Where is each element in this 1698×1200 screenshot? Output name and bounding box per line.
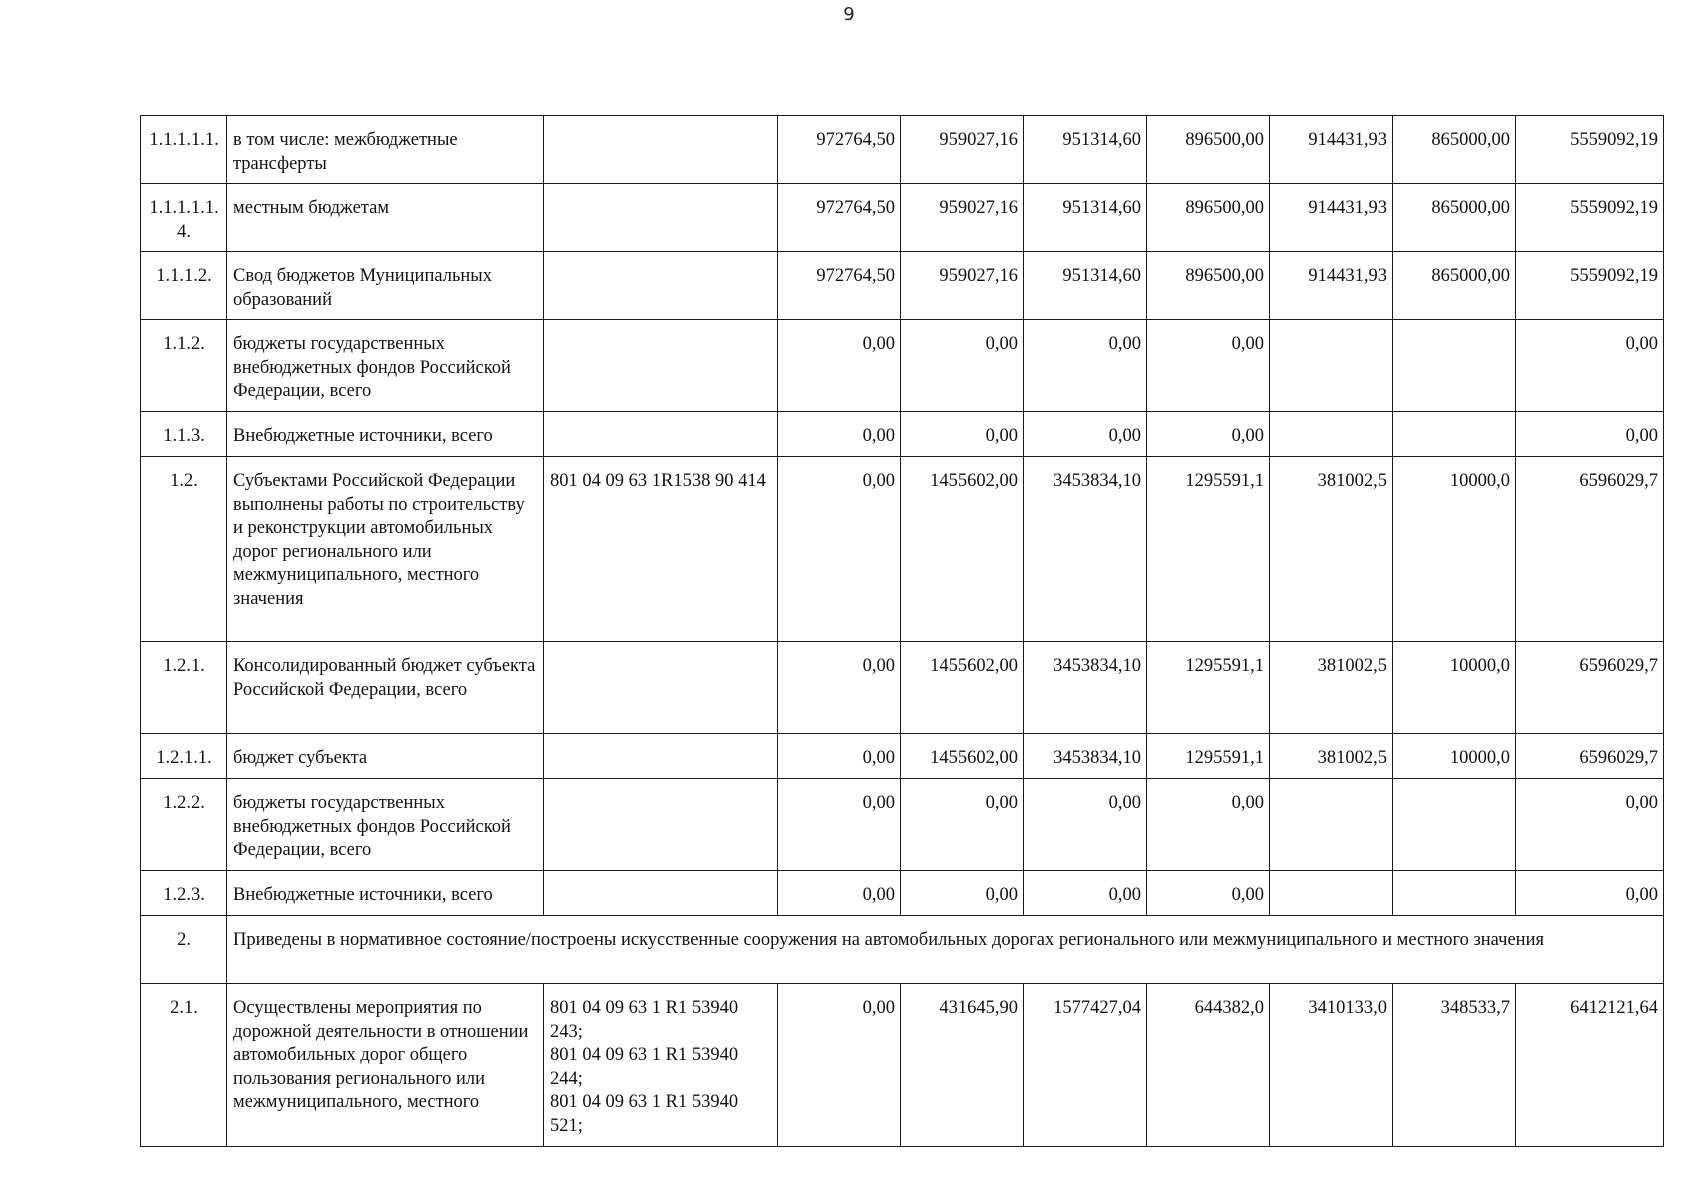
value-cell: 3453834,10 bbox=[1024, 734, 1147, 779]
section-title: Приведены в нормативное состояние/построены искусственные сооружения на автомобильных дорогах регионального или межмуниципального и местного значения bbox=[227, 916, 1664, 984]
table-row bbox=[141, 779, 1664, 871]
value-cell: 3453834,10 bbox=[1024, 457, 1147, 642]
total-cell: 0,00 bbox=[1516, 779, 1664, 871]
row-name: Консолидированный бюджет субъекта Российской Федерации, всего bbox=[227, 642, 544, 734]
row-name: Внебюджетные источники, всего bbox=[227, 871, 544, 916]
row-code: 1.2.2. bbox=[141, 779, 227, 871]
value-cell: 914431,93 bbox=[1270, 116, 1393, 184]
section-code: 2. bbox=[141, 916, 227, 984]
table-row bbox=[141, 184, 1664, 252]
total-cell: 6596029,7 bbox=[1516, 734, 1664, 779]
value-cell: 0,00 bbox=[901, 871, 1024, 916]
value-cell: 3453834,10 bbox=[1024, 642, 1147, 734]
value-cell: 0,00 bbox=[1024, 412, 1147, 457]
value-cell: 10000,0 bbox=[1393, 642, 1516, 734]
table-row bbox=[141, 984, 1664, 1147]
row-name: Свод бюджетов Муниципальных образований bbox=[227, 252, 544, 320]
row-code: 1.1.1.2. bbox=[141, 252, 227, 320]
value-cell: 914431,93 bbox=[1270, 252, 1393, 320]
row-code: 1.1.2. bbox=[141, 320, 227, 412]
value-cell: 0,00 bbox=[1024, 779, 1147, 871]
value-cell: 0,00 bbox=[778, 779, 901, 871]
row-name: Осуществлены мероприятия по дорожной деятельности в отношении автомобильных дорог общего пользования регионального или межмуниципального, местного bbox=[227, 984, 544, 1147]
table-row bbox=[141, 320, 1664, 412]
value-cell: 431645,90 bbox=[901, 984, 1024, 1147]
value-cell: 348533,7 bbox=[1393, 984, 1516, 1147]
value-cell: 0,00 bbox=[1147, 412, 1270, 457]
row-kbk bbox=[544, 734, 778, 779]
kbk-line: 801 04 09 63 1 R1 53940 244; bbox=[550, 1045, 739, 1089]
value-cell: 1455602,00 bbox=[901, 457, 1024, 642]
value-cell: 0,00 bbox=[1024, 871, 1147, 916]
value-cell: 0,00 bbox=[901, 779, 1024, 871]
value-cell: 0,00 bbox=[1024, 320, 1147, 412]
value-cell: 10000,0 bbox=[1393, 457, 1516, 642]
row-kbk bbox=[544, 252, 778, 320]
value-cell: 865000,00 bbox=[1393, 184, 1516, 252]
value-cell: 865000,00 bbox=[1393, 252, 1516, 320]
value-cell: 896500,00 bbox=[1147, 116, 1270, 184]
value-cell: 951314,60 bbox=[1024, 116, 1147, 184]
value-cell: 1295591,1 bbox=[1147, 457, 1270, 642]
value-cell: 0,00 bbox=[778, 642, 901, 734]
table-row bbox=[141, 734, 1664, 779]
row-kbk bbox=[544, 116, 778, 184]
value-cell: 1295591,1 bbox=[1147, 642, 1270, 734]
value-cell: 0,00 bbox=[778, 871, 901, 916]
table-row bbox=[141, 412, 1664, 457]
row-code: 1.2.1. bbox=[141, 642, 227, 734]
row-name: Внебюджетные источники, всего bbox=[227, 412, 544, 457]
value-cell: 0,00 bbox=[778, 734, 901, 779]
value-cell: 951314,60 bbox=[1024, 184, 1147, 252]
value-cell bbox=[1393, 412, 1516, 457]
table-row bbox=[141, 871, 1664, 916]
row-kbk bbox=[544, 642, 778, 734]
total-cell: 5559092,19 bbox=[1516, 252, 1664, 320]
value-cell: 959027,16 bbox=[901, 116, 1024, 184]
table-row bbox=[141, 252, 1664, 320]
row-kbk bbox=[544, 984, 778, 1147]
total-cell: 5559092,19 bbox=[1516, 184, 1664, 252]
value-cell: 1577427,04 bbox=[1024, 984, 1147, 1147]
value-cell: 0,00 bbox=[778, 412, 901, 457]
value-cell: 644382,0 bbox=[1147, 984, 1270, 1147]
row-name: бюджет субъекта bbox=[227, 734, 544, 779]
row-kbk: 801 04 09 63 1R1538 90 414 bbox=[544, 457, 778, 642]
table-row bbox=[141, 116, 1664, 184]
value-cell bbox=[1270, 320, 1393, 412]
value-cell: 0,00 bbox=[778, 457, 901, 642]
value-cell: 0,00 bbox=[1147, 320, 1270, 412]
value-cell: 3410133,0 bbox=[1270, 984, 1393, 1147]
value-cell: 972764,50 bbox=[778, 252, 901, 320]
value-cell: 381002,5 bbox=[1270, 457, 1393, 642]
row-code: 1.1.3. bbox=[141, 412, 227, 457]
value-cell: 0,00 bbox=[1147, 779, 1270, 871]
value-cell: 896500,00 bbox=[1147, 252, 1270, 320]
value-cell: 1455602,00 bbox=[901, 642, 1024, 734]
value-cell: 951314,60 bbox=[1024, 252, 1147, 320]
row-code: 1.1.1.1.1.4. bbox=[141, 184, 227, 252]
total-cell: 6596029,7 bbox=[1516, 457, 1664, 642]
table-row bbox=[141, 642, 1664, 734]
total-cell: 0,00 bbox=[1516, 320, 1664, 412]
total-cell: 5559092,19 bbox=[1516, 116, 1664, 184]
value-cell: 0,00 bbox=[901, 320, 1024, 412]
section-row bbox=[141, 916, 1664, 984]
row-code: 1.2. bbox=[141, 457, 227, 642]
row-name: в том числе: межбюджетные трансферты bbox=[227, 116, 544, 184]
value-cell: 914431,93 bbox=[1270, 184, 1393, 252]
value-cell: 0,00 bbox=[778, 984, 901, 1147]
value-cell: 865000,00 bbox=[1393, 116, 1516, 184]
kbk-line: 801 04 09 63 1 R1 53940 521; bbox=[550, 1092, 739, 1136]
value-cell bbox=[1393, 320, 1516, 412]
value-cell bbox=[1393, 871, 1516, 916]
row-code: 1.2.3. bbox=[141, 871, 227, 916]
total-cell: 0,00 bbox=[1516, 412, 1664, 457]
budget-table bbox=[140, 115, 1664, 1147]
value-cell: 896500,00 bbox=[1147, 184, 1270, 252]
value-cell: 0,00 bbox=[778, 320, 901, 412]
value-cell: 959027,16 bbox=[901, 252, 1024, 320]
value-cell: 0,00 bbox=[1147, 871, 1270, 916]
value-cell: 0,00 bbox=[901, 412, 1024, 457]
row-kbk bbox=[544, 412, 778, 457]
row-name: местным бюджетам bbox=[227, 184, 544, 252]
value-cell: 972764,50 bbox=[778, 116, 901, 184]
total-cell: 6596029,7 bbox=[1516, 642, 1664, 734]
row-kbk bbox=[544, 779, 778, 871]
row-code: 2.1. bbox=[141, 984, 227, 1147]
row-name: бюджеты государственных внебюджетных фондов Российской Федерации, всего bbox=[227, 320, 544, 412]
value-cell: 381002,5 bbox=[1270, 734, 1393, 779]
row-code: 1.1.1.1.1. bbox=[141, 116, 227, 184]
total-cell: 6412121,64 bbox=[1516, 984, 1664, 1147]
value-cell: 1455602,00 bbox=[901, 734, 1024, 779]
value-cell: 381002,5 bbox=[1270, 642, 1393, 734]
value-cell: 10000,0 bbox=[1393, 734, 1516, 779]
row-kbk bbox=[544, 184, 778, 252]
value-cell bbox=[1270, 871, 1393, 916]
value-cell bbox=[1270, 779, 1393, 871]
value-cell: 1295591,1 bbox=[1147, 734, 1270, 779]
row-kbk bbox=[544, 320, 778, 412]
page-number: 9 bbox=[843, 4, 855, 25]
value-cell: 959027,16 bbox=[901, 184, 1024, 252]
kbk-line: 801 04 09 63 1 R1 53940 243; bbox=[550, 998, 739, 1042]
value-cell bbox=[1393, 779, 1516, 871]
value-cell: 972764,50 bbox=[778, 184, 901, 252]
row-code: 1.2.1.1. bbox=[141, 734, 227, 779]
total-cell: 0,00 bbox=[1516, 871, 1664, 916]
row-name: бюджеты государственных внебюджетных фондов Российской Федерации, всего bbox=[227, 779, 544, 871]
table-row bbox=[141, 457, 1664, 642]
value-cell bbox=[1270, 412, 1393, 457]
row-kbk bbox=[544, 871, 778, 916]
row-name: Субъектами Российской Федерации выполнены работы по строительству и реконструкции автомобильных дорог регионального или межмуниципального, местного значения bbox=[227, 457, 544, 642]
